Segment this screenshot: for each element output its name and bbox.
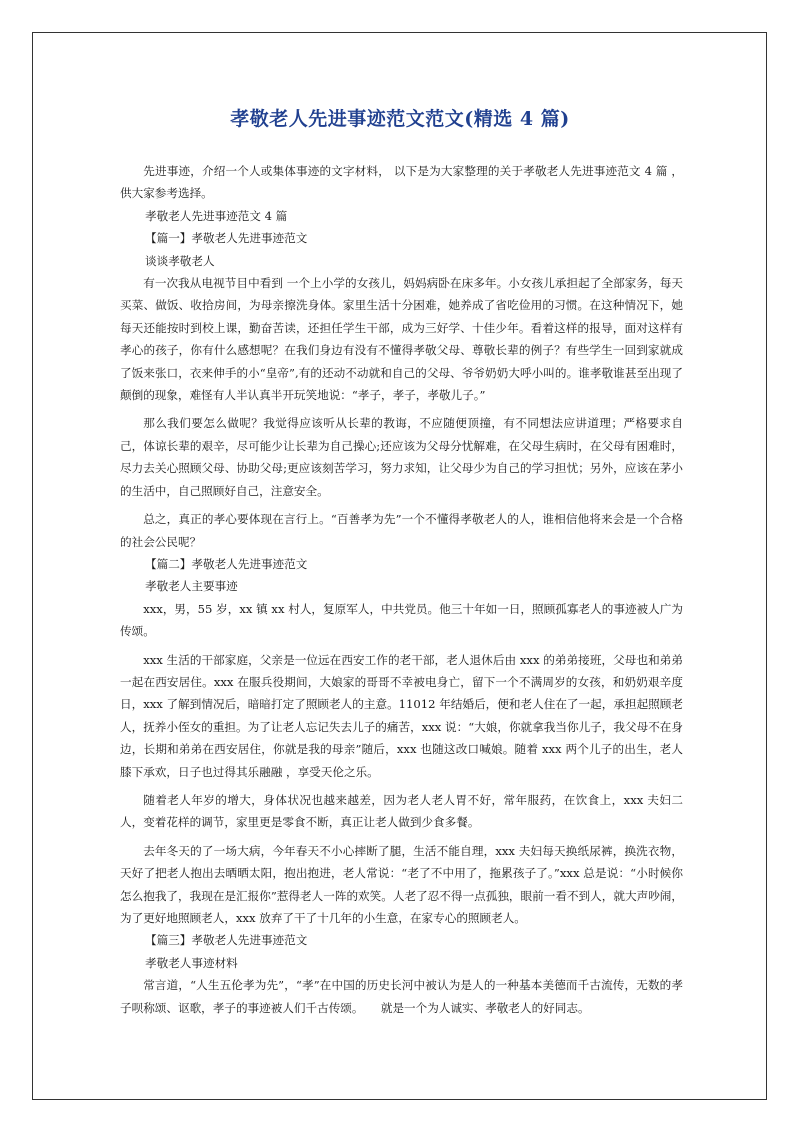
article-1-paragraph: 总之，真正的孝心要体现在言行上。“百善孝为先”一个不懂得孝敬老人的人，谁相信他将来会是一个合格的社会公民呢？ [120,512,683,549]
article-1-paragraph: 有一次我从电视节目中看到 一个上小学的女孩儿，妈妈病卧在床多年。小女孩儿承担起了全部家务，每天买菜、做饭、收拾房间，为母亲擦洗身体。家里生活十分困难，她养成了省吃俭用的习惯。在这种情况下，她每天还能按时到校上课，勤奋苦读，还担任学生干部，成为三好学、十佳少年。看着这样的报导，面对这样有孝心的孩子，你有什么感想呢？在我们身边有没有不懂得孝敬父母、尊敬长辈的例子？有些学生一回到家就成了饭来张口，衣来伸手的小“皇帝”,有的还动不动就和自己的父母、爷爷奶奶大呼小叫的。谁孝敬谁甚至出现了颠倒的现象，难怪有人半认真半开玩笑地说：“孝子，孝子，孝敬儿子。” [120,276,683,403]
article-1-heading: 【篇一】孝敬老人先进事迹范文 [145,231,308,246]
article-2-heading: 【篇二】孝敬老人先进事迹范文 [145,556,308,571]
article-2-paragraph: xxx，男，55 岁，xx 镇 xx 村人，复原军人，中共党员。他三十年如一日，照顾孤寡老人的事迹被人广为传颂。 [120,601,683,639]
article-2-subheading: 孝敬老人主要事迹 [145,579,238,594]
article-2-paragraph: 去年冬天的了一场大病，今年春天不小心摔断了腿，生活不能自理，xxx 夫妇每天换纸尿裤，换洗衣物，天好了把老人抱出去晒晒太阳，抱出抱进，老人常说：“老了不中用了，拖累孩子了。”xxx 总是说：“小时候你怎么抱我了，我现在是汇报你”惹得老人一阵的欢笑。人老了忍不得一点孤独，眼前一看不到人，就大声吵闹，为了更好地照顾老人，xxx 放弃了干了十几年的小生意，在家专心的照顾老人。 [120,843,683,925]
article-3-heading: 【篇三】孝敬老人先进事迹范文 [145,933,308,948]
collection-heading: 孝敬老人先进事迹范文 4 篇 [145,208,288,223]
article-1-paragraph: 那么我们要怎么做呢？我觉得应该听从长辈的教诲，不应随便顶撞，有不同想法应讲道理；严格要求自己，体谅长辈的艰辛，尽可能少让长辈为自己操心;还应该为父母分忧解难，在父母生病时，在父母有困难时，尽力去关心照顾父母、协助父母;更应该刻苦学习，努力求知，让父母少为自己的学习担忧；另外，应该在茅小的生活中，自己照顾好自己，注意安全。 [120,416,683,498]
article-3-paragraph: 常言道，“人生五伦孝为先”，“孝”在中国的历史长河中被认为是人的一种基本美德而千古流传，无数的孝子呗称颂、讴歌，孝子的事迹被人们千古传颂。 就是一个为人诚实、孝敬老人的好同志。 [120,978,683,1015]
article-1-subheading: 谈谈孝敬老人 [145,253,215,268]
document-title: 孝敬老人先进事迹范文范文(精选 4 篇) [230,108,570,130]
article-3-subheading: 孝敬老人事迹材料 [145,955,238,970]
document-body [120,160,683,1019]
intro-paragraph: 先进事迹，介绍一个人或集体事迹的文字材料， 以下是为大家整理的关于孝敬老人先进事迹范文 4 篇 ， 供大家参考选择。 [120,164,683,201]
article-2-paragraph: xxx 生活的干部家庭，父亲是一位远在西安工作的老干部，老人退休后由 xxx 的弟弟接班，父母也和弟弟一起在西安居住。xxx 在服兵役期间，大娘家的哥哥不幸被电身亡，留下一个不满周岁的女孩，和奶奶艰辛度日，xxx 了解到情况后，暗暗打定了照顾老人的主意。11012 年结婚后，便和老人住在了一起，承担起照顾老人，抚养小侄女的重担。为了让老人忘记失去儿子的痛苦，xxx 说：“大娘，你就拿我当你儿子，我父母不在身边，长期和弟弟在西安居住，你就是我的母亲”随后，xxx 也随这改口喊娘。随着 xxx 两个儿子的出生，老人膝下承欢，日子也过得其乐融融 ，享受天伦之乐。 [120,652,683,779]
article-2-paragraph: 随着老人年岁的增大，身体状况也越来越差，因为老人老人胃不好，常年服药，在饮食上，xxx 夫妇二人，变着花样的调节，家里更是零食不断，真正让老人做到少食多餐。 [120,792,683,830]
